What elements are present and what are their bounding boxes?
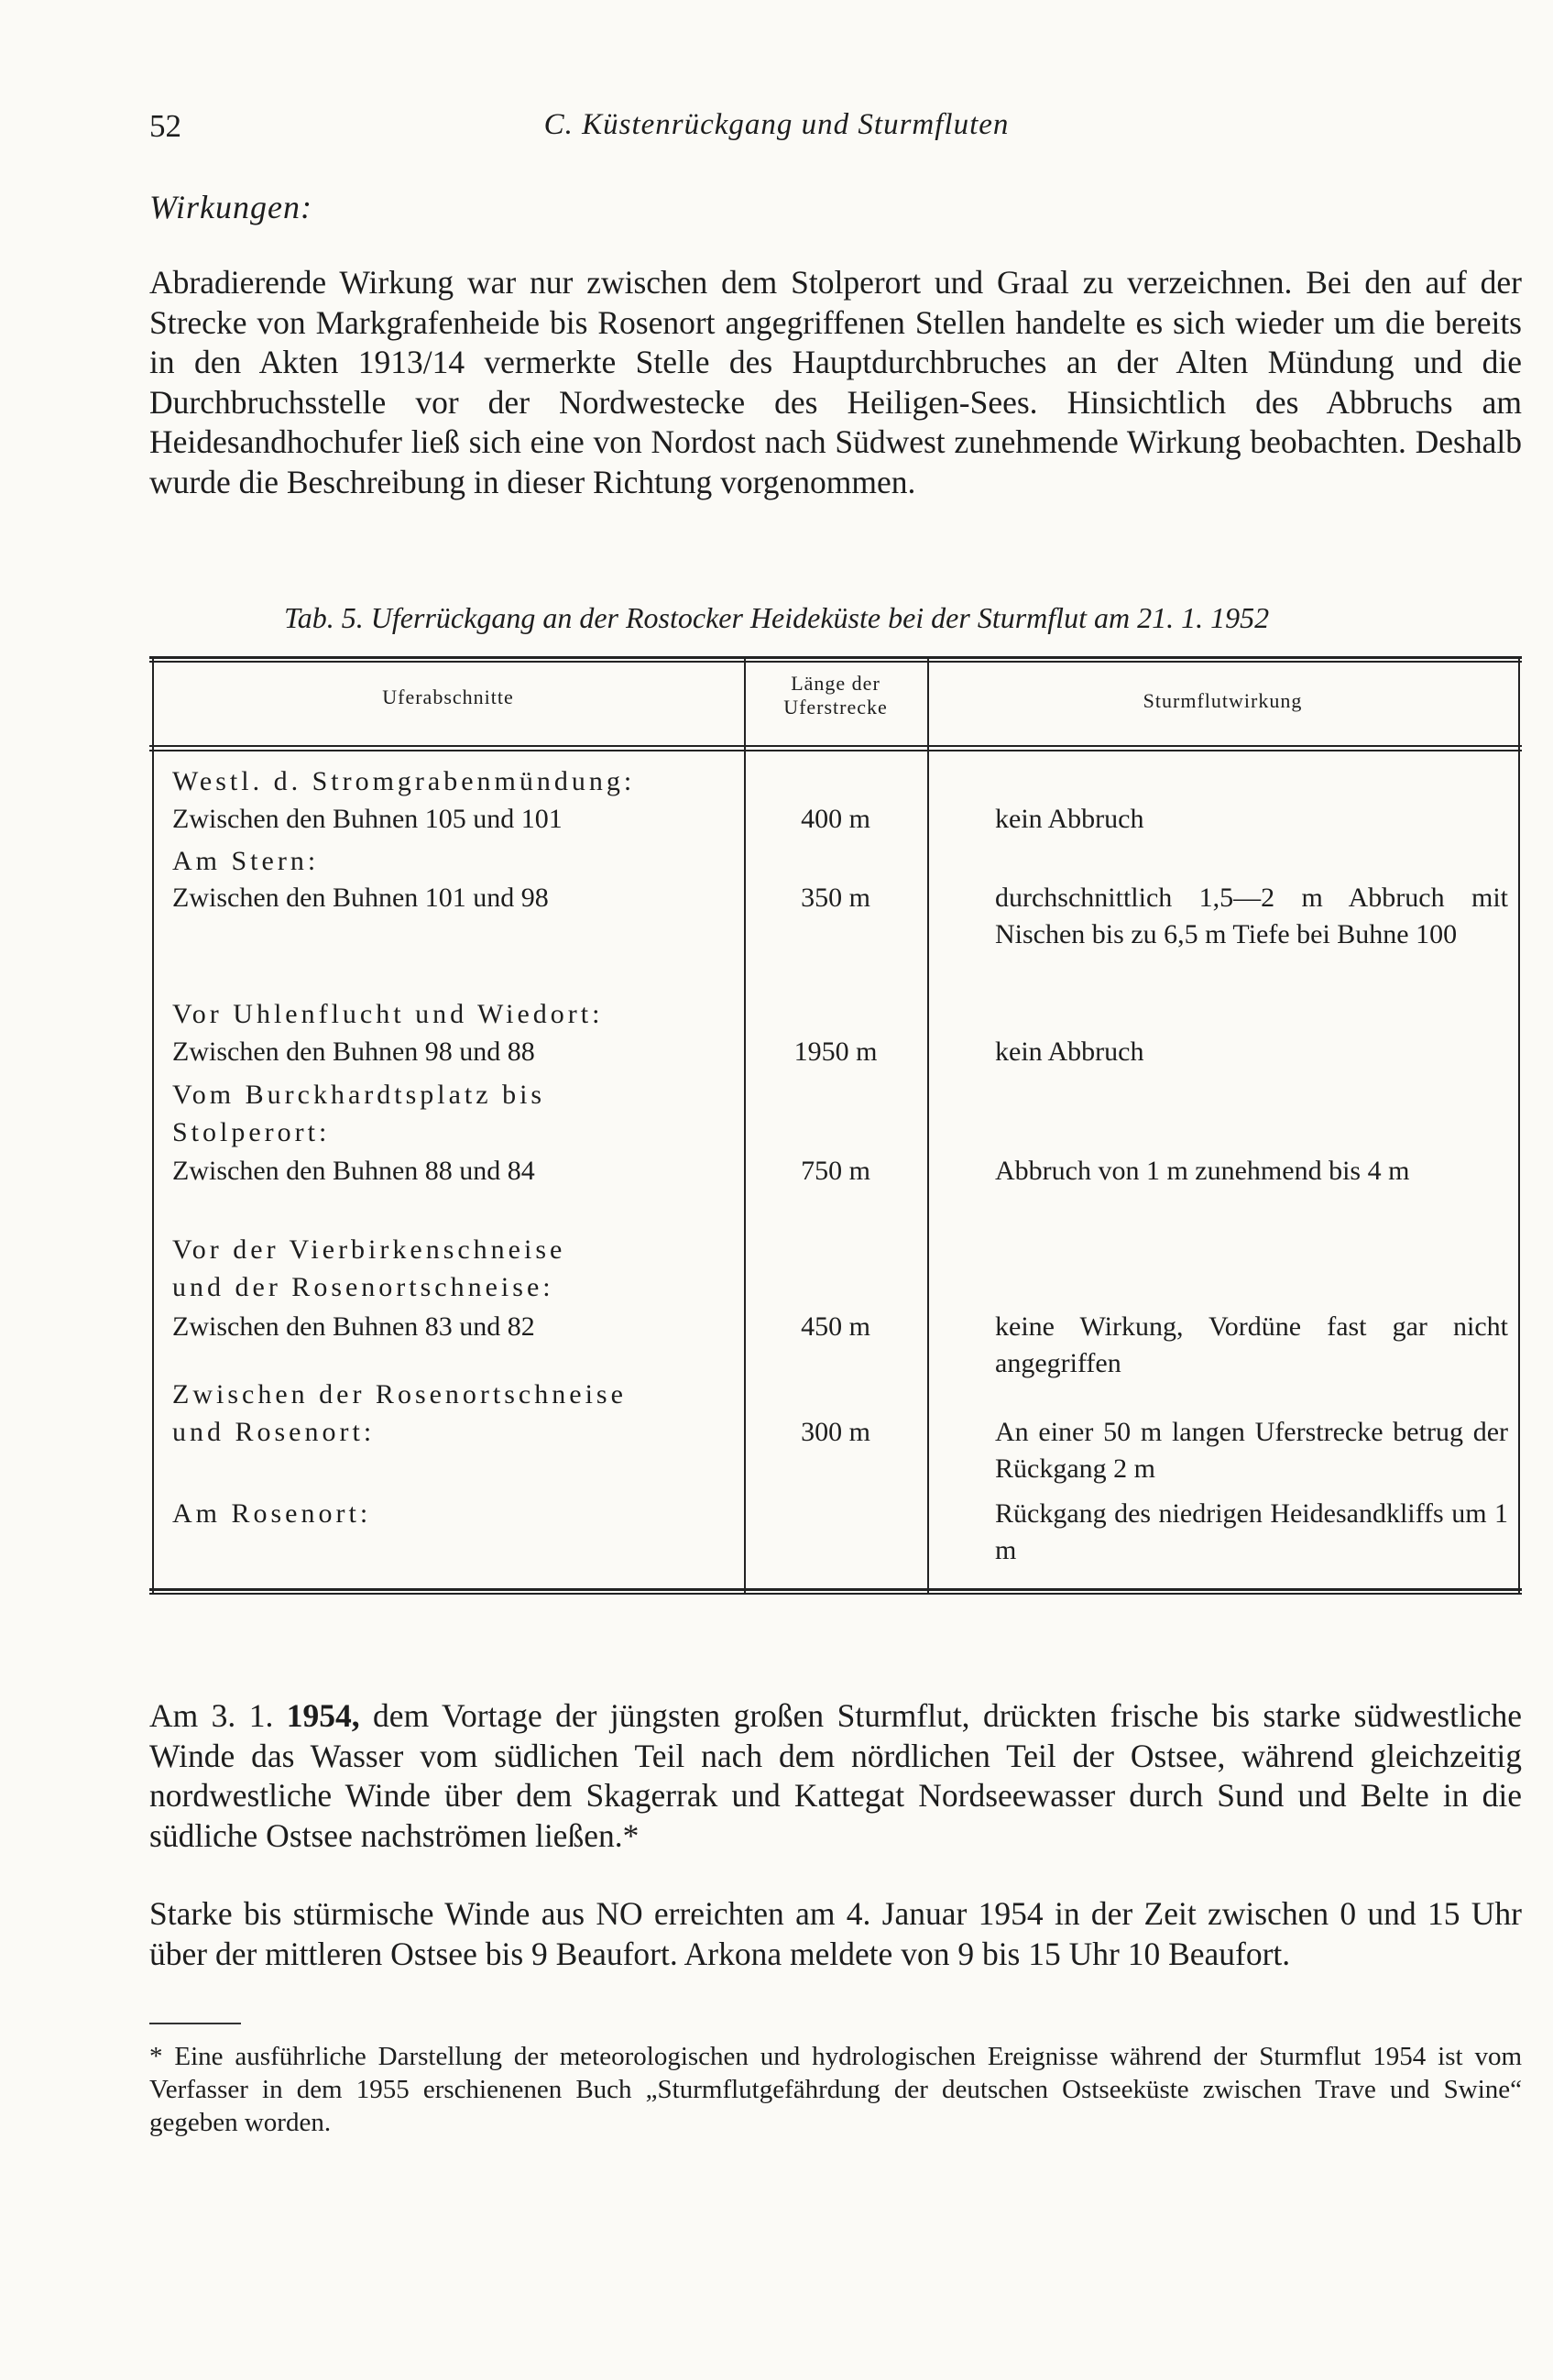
table-row-section: Zwischen den Buhnen 83 und 82: [172, 1311, 535, 1342]
table-caption: Tab. 5. Uferrückgang an der Rostocker Heideküste bei der Sturmflut am 21. 1. 1952: [283, 601, 1270, 634]
table-header-length-line2: Uferstrecke: [783, 696, 888, 718]
table-row-location: Westl. d. Stromgrabenmündung:: [172, 766, 636, 796]
table-row-location: Am Stern:: [172, 846, 320, 876]
table-row-effect: kein Abbruch: [995, 804, 1144, 834]
table-header-length-line1: Länge der: [791, 672, 880, 695]
page-number: 52: [149, 108, 181, 144]
table-row-length: 450 m: [801, 1311, 870, 1342]
table-header-length: [744, 672, 927, 719]
table-row-section: Zwischen den Buhnen 88 und 84: [172, 1156, 535, 1186]
table-row-location: Vor Uhlenflucht und Wiedort:: [172, 999, 604, 1029]
table-row-effect: keine Wirkung, Vordüne fast gar nicht angegriffen: [995, 1311, 1508, 1378]
table-column-divider-2: [927, 656, 929, 1593]
table-row-location-cont: Stolperort:: [172, 1117, 331, 1147]
table-row-location-cont: und Rosenort:: [172, 1417, 376, 1447]
table-row-length: 750 m: [801, 1156, 870, 1186]
table-header-rule: [149, 745, 1522, 747]
table-row-effect: kein Abbruch: [995, 1036, 1144, 1067]
table-row-effect: durchschnittlich 1,5—2 m Abbruch mit Nischen bis zu 6,5 m Tiefe bei Buhne 100: [995, 883, 1508, 949]
paragraph-1954: [149, 1696, 1522, 1856]
table-row-location: Zwischen der Rosenortschneise: [172, 1379, 627, 1409]
table-top-rule: [149, 656, 1522, 659]
table-top-rule-inner: [149, 661, 1522, 663]
table-bottom-rule: [149, 1588, 1522, 1591]
table-row-effect: Abbruch von 1 m zunehmend bis 4 m: [995, 1156, 1410, 1186]
paragraph-1954-year: 1954,: [286, 1697, 360, 1734]
running-head: C. Küstenrückgang und Sturmfluten: [543, 108, 1010, 141]
table-row-section: Zwischen den Buhnen 98 und 88: [172, 1036, 535, 1067]
table-right-border: [1518, 656, 1520, 1593]
footnote-rule: [149, 2023, 241, 2024]
section-heading: Wirkungen:: [149, 189, 312, 225]
table-row-effect: Rückgang des niedrigen Heidesandkliffs um 1 m: [995, 1498, 1508, 1565]
table-row-location: Vom Burckhardtsplatz bis: [172, 1080, 546, 1110]
table-row-location-cont: und der Rosenortschneise:: [172, 1272, 554, 1302]
table-row-length: 1950 m: [793, 1036, 878, 1067]
paragraph-1954-body: dem Vortage der jüngsten großen Sturmflut, drückten frische bis starke südwestliche Winde das Wasser vom südlichen Teil nach dem nördlichen Teil der Ostsee, während gleichzeitig nordwestliche Winde über dem Skagerrak und Kattegat Nordseewasser durch Sund und Belte in die südliche Ostsee nachströmen ließen.*: [149, 1697, 1523, 1854]
paragraph-winds: Starke bis stürmische Winde aus NO erreichten am 4. Januar 1954 in der Zeit zwischen 0 und 15 Uhr über der mittleren Ostsee bis 9 Beaufort. Arkona meldete von 9 bis 15 Uhr 10 Beaufort.: [149, 1895, 1522, 1972]
table-row-location: Vor der Vierbirkenschneise: [172, 1234, 566, 1265]
table-header-effect: Sturmflutwirkung: [1143, 689, 1303, 712]
table-header-sections: Uferabschnitte: [382, 685, 514, 708]
table-row-length: 300 m: [801, 1417, 870, 1447]
paragraph-1954-lead: Am 3. 1.: [149, 1697, 287, 1734]
table-left-border: [152, 656, 154, 1593]
table-row-location: Am Rosenort:: [172, 1498, 372, 1529]
table-header-rule-inner: [149, 750, 1522, 751]
table-row-section: Zwischen den Buhnen 105 und 101: [172, 804, 563, 834]
table-row-length: 400 m: [801, 804, 870, 834]
paragraph-effects: Abradierende Wirkung war nur zwischen dem Stolperort und Graal zu verzeichnen. Bei den auf der Strecke von Markgrafenheide bis Rosenort angegriffenen Stellen handelte es sich wieder um die bereits in den Akten 1913/14 vermerkte Stelle des Hauptdurchbruches an der Alten Mündung und die Durchbruchsstelle vor der Nordwestecke des Heiligen-Sees. Hinsichtlich des Abbruchs am Heidesandhochufer ließ sich eine von Nordost nach Südwest zunehmende Wirkung beobachten. Deshalb wurde die Beschreibung in dieser Richtung vorgenommen.: [149, 264, 1522, 500]
table-bottom-rule-inner: [149, 1593, 1522, 1595]
table-row-length: 350 m: [801, 883, 870, 913]
table-column-divider-1: [744, 656, 746, 1593]
table-row-effect: An einer 50 m langen Uferstrecke betrug der Rückgang 2 m: [995, 1417, 1508, 1484]
table-row-section: Zwischen den Buhnen 101 und 98: [172, 883, 549, 913]
footnote: * Eine ausführliche Darstellung der meteorologischen und hydrologischen Ereignisse während der Sturmflut 1954 ist vom Verfasser in dem 1955 erschienenen Buch „Sturmflutgefährdung der deutschen Ostseeküste zwischen Trave und Swine“ gegeben worden.: [149, 2042, 1522, 2137]
